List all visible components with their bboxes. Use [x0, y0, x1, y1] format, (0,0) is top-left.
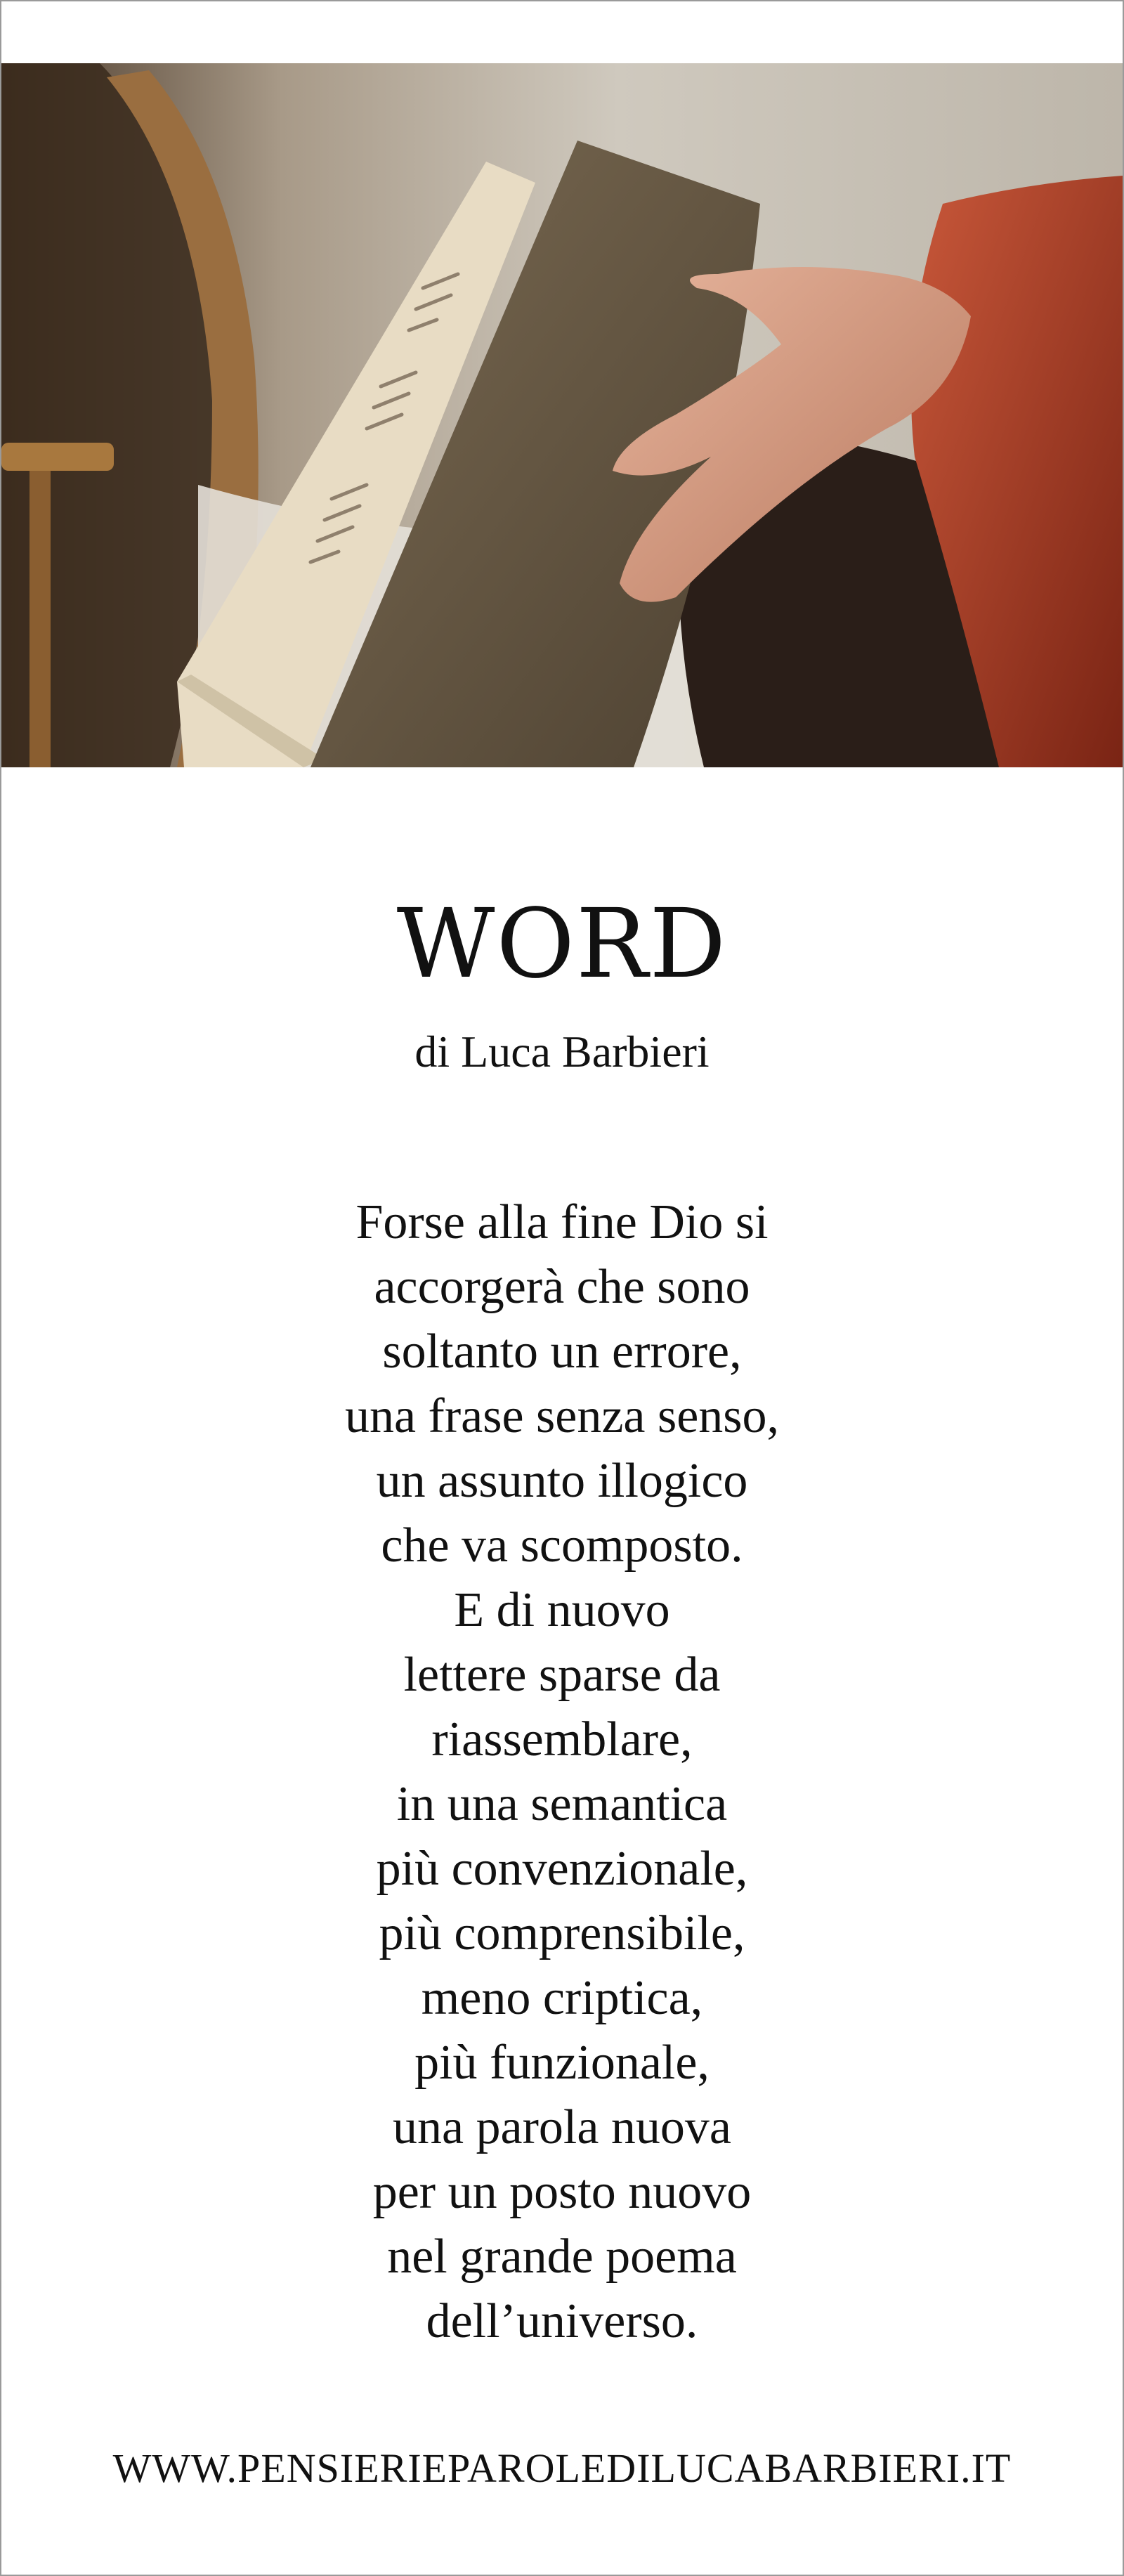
poem-title: WORD — [396, 889, 728, 1000]
header-photo — [1, 63, 1123, 767]
poem-line: dell’universo. — [426, 2294, 698, 2348]
poem-body — [1, 1190, 1123, 2354]
poem-line: per un posto nuovo — [372, 2165, 752, 2219]
poem-author: di Luca Barbieri — [414, 1027, 710, 1076]
poem-line: nel grande poema — [387, 2230, 737, 2284]
poem-line: una parola nuova — [392, 2100, 732, 2154]
poem-line: in una semantica — [396, 1777, 728, 1831]
poem-line: meno criptica, — [421, 1971, 703, 2025]
poem-line: più comprensibile, — [379, 1906, 745, 1960]
poem-line: riassemblare, — [431, 1712, 693, 1767]
poem-line: soltanto un errore, — [382, 1325, 742, 1379]
poem-line: più convenzionale, — [376, 1842, 748, 1896]
poem-line: lettere sparse da — [403, 1648, 721, 1702]
poem-line: E di nuovo — [454, 1583, 670, 1637]
poem-line: più funzionale, — [414, 2036, 710, 2090]
website-url: WWW.PENSIERIEPAROLEDILUCABARBIERI.IT — [112, 2445, 1012, 2491]
poem-line: Forse alla fine Dio si — [355, 1195, 769, 1249]
poem-line: un assunto illogico — [376, 1454, 748, 1508]
poem-line: una frase senza senso, — [344, 1389, 780, 1443]
poem-line: accorgerà che sono — [374, 1260, 750, 1314]
poem-line: che va scomposto. — [381, 1518, 743, 1573]
